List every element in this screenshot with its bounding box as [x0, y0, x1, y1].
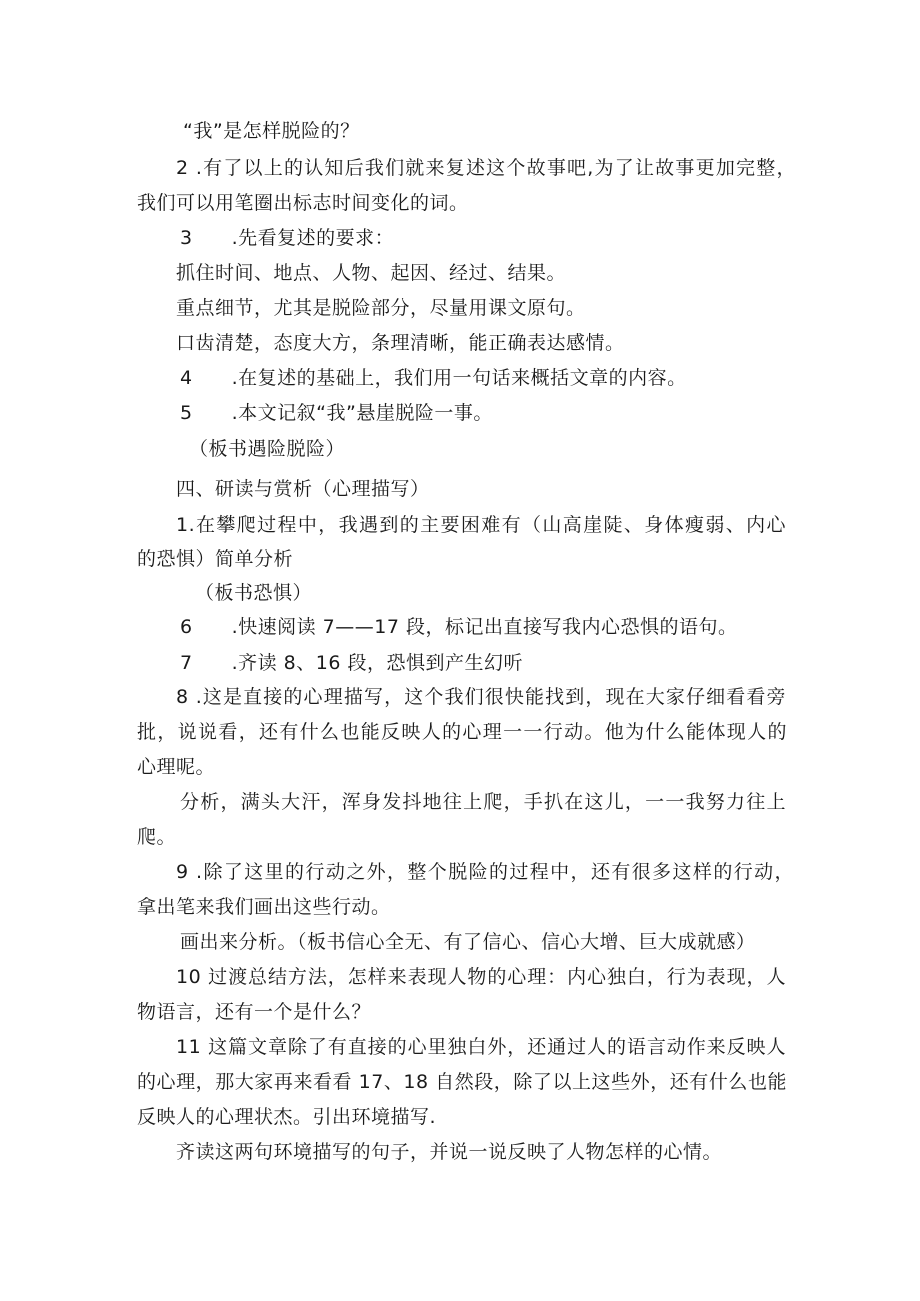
item-4-line: 4 .在复述的基础上，我们用一句话来概括文章的内容。 [180, 367, 687, 389]
item-7-line: 7 .齐读 8、16 段，恐惧到产生幻听 [180, 652, 523, 674]
item-6-line: 6 .快速阅读 7——17 段，标记出直接写我内心恐惧的语句。 [180, 616, 738, 638]
analysis-line-1: 分析，满头大汗，浑身发抖地往上爬，手扒在这儿，一一我努力往上 [180, 791, 786, 813]
item-10-line-2: 物语言，还有一个是什么？ [137, 1001, 372, 1023]
item-2-line-1: 2 .有了以上的认知后我们就来复述这个故事吧,为了让故事更加完整， [176, 157, 796, 179]
item-1-line-2: 的恐惧）简单分析 [137, 548, 294, 570]
read-aloud-line: 齐读这两句环境描写的句子，并说一说反映了人物怎样的心情。 [176, 1141, 723, 1163]
item-8-line-1: 8 .这是直接的心理描写，这个我们很快能找到，现在大家仔细看看旁 [176, 686, 786, 708]
item-10-line-1: 10 过渡总结方法，怎样来表现人物的心理：内心独白，行为表现，人 [176, 966, 786, 988]
requirement-1: 抓住时间、地点、人物、起因、经过、结果。 [176, 262, 567, 284]
item-11-line-3: 反映人的心理状杰。引出环境描写. [137, 1106, 437, 1128]
requirement-2: 重点细节，尤其是脱险部分，尽量用课文原句。 [176, 297, 586, 319]
item-1-line-1: 1.在攀爬过程中，我遇到的主要困难有（山高崖陡、身体瘦弱、内心 [176, 514, 786, 536]
item-2-line-2: 我们可以用笔圈出标志时间变化的词。 [137, 192, 469, 214]
item-9-line-1: 9 .除了这里的行动之外，整个脱险的过程中，还有很多这样的行动， [176, 861, 794, 883]
item-11-line-1: 11 这篇文章除了有直接的心里独白外，还通过人的语言动作来反映人 [176, 1036, 786, 1058]
item-8-line-2: 批，说说看，还有什么也能反映人的心理一一行动。他为什么能体现人的 [137, 721, 787, 743]
requirement-3: 口齿清楚，态度大方，条理清晰，能正确表达感情。 [176, 332, 625, 354]
item-11-line-2: 的心理，那大家再来看看 17、18 自然段，除了以上这些外，还有什么也能 [137, 1071, 787, 1093]
item-5-line: 5 .本文记叙“我”悬崖脱险一事。 [180, 402, 493, 424]
draw-analysis-line: 画出来分析。（板书信心全无、有了信心、信心大增、巨大成就感） [180, 931, 756, 953]
board-note-1: （板书遇险脱险） [189, 438, 346, 460]
item-8-line-3: 心理呢。 [137, 756, 216, 778]
question-line: “我”是怎样脱险的？ [183, 120, 360, 142]
board-note-2: （板书恐惧） [195, 582, 313, 604]
analysis-line-2: 爬。 [137, 826, 177, 848]
item-3-line: 3 .先看复述的要求： [180, 227, 395, 249]
item-9-line-2: 拿出笔来我们画出这些行动。 [137, 896, 391, 918]
section-4-heading: 四、研读与赏析（心理描写） [176, 478, 430, 500]
